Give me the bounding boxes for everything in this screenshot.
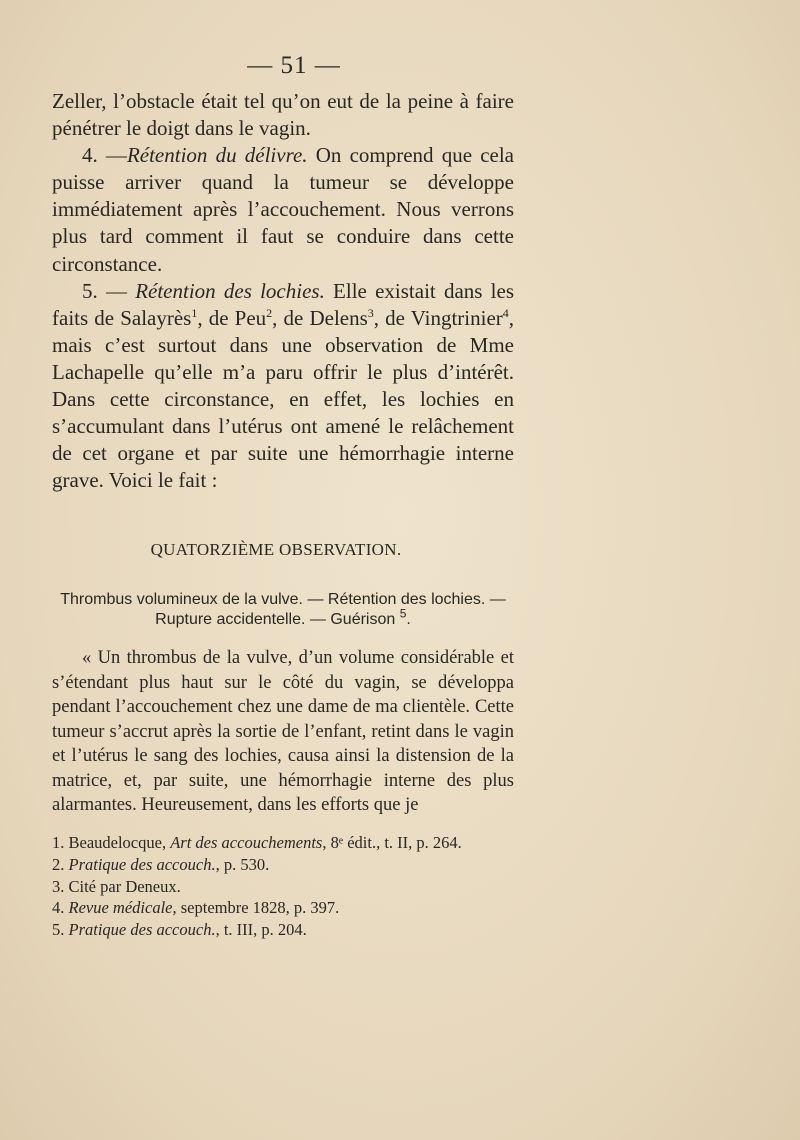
footnote-ref: 5 <box>399 606 407 621</box>
item-heading: Rétention des lochies. <box>135 278 325 303</box>
footnote <box>52 897 514 919</box>
footnotes <box>52 832 514 941</box>
footnote-title: Revue médicale, <box>68 898 177 918</box>
quote-paragraph: « Un thrombus de la vulve, d’un volume considérable et s’étendant plus haut sur le côté du vagin, se développa pendant l’accouchement chez une dame de ma clientèle. Cette tumeur s’accrut après la sortie de l’enfant, retint dans le vagin et l’utérus le sang des lochies, causa ainsi la distension de la matrice, et, par suite, une hémorrhagie interne des plus alarmantes. Heureusement, dans les efforts que je <box>52 648 514 815</box>
footnote-text: septembre 1828, p. 397. <box>176 898 340 918</box>
page-number: — 51 — <box>247 52 341 79</box>
subtitle-end: . <box>406 611 411 628</box>
footnote-text: , t. III, p. 204. <box>215 920 307 940</box>
footnote-number: 5. <box>52 920 65 940</box>
paragraph-1: Zeller, l’obstacle était tel qu’on eut de la peine à faire pénétrer le doigt dans le vagin. <box>52 89 514 141</box>
footnote-text: , 8ᵉ édit., t. II, p. 264. <box>322 833 462 852</box>
body-text <box>52 88 514 494</box>
footnote <box>52 832 514 854</box>
footnote-ref: 3 <box>367 305 374 320</box>
footnote <box>52 854 514 876</box>
paragraph-retention-lochies <box>52 278 514 495</box>
footnote <box>52 876 514 898</box>
paragraph-text: Elle existait dans les faits de Salayrès <box>52 278 514 330</box>
subtitle-text: Thrombus volumineux de la vulve. — Rétention des lochies. — Rupture accidentelle. — Guérison <box>60 591 506 628</box>
item-number: 5. — <box>82 278 136 303</box>
paragraph-text: , de Delens <box>272 305 368 330</box>
paragraph-text: , de Peu <box>197 305 267 330</box>
paragraph-text: On comprend que cela puisse arriver quand la tumeur se développe immédiatement après l’accouchement. Nous verrons plus tard comment il faut se conduire dans cette circonstance. <box>52 143 515 276</box>
footnote-title: Art des accouchements <box>170 833 323 852</box>
footnote-number: 1. <box>52 833 65 852</box>
footnote-number: 3. <box>52 876 65 896</box>
paragraph-retention-delivre <box>52 142 514 277</box>
footnote <box>52 919 514 941</box>
footnote-number: 2. <box>52 854 65 874</box>
footnote-text: , p. 530. <box>215 854 270 874</box>
observation-title: QUATORZIÈME OBSERVATION. <box>150 540 402 559</box>
footnote-text: Beaudelocque, <box>64 833 171 852</box>
footnote-number: 4. <box>52 898 65 918</box>
footnote-ref: 2 <box>266 305 273 320</box>
paragraph-text: , de Vingtrinier <box>373 305 503 330</box>
paragraph-text: , mais c’est surtout dans une observation de Mme Lachapelle qu’elle m’a paru offrir le plus d’intérêt. Dans cette circonstance, en effet, les lochies en s’accumulant dans l’utérus ont amené le relâchement de cet organe et par suite une hémorrhagie interne grave. Voici le fait : <box>52 305 515 493</box>
footnote-ref: 4 <box>502 305 509 320</box>
footnote-title: Pratique des accouch. <box>68 920 216 940</box>
observation-quote <box>52 646 514 818</box>
footnote-ref: 1 <box>191 305 198 320</box>
footnote-title: Pratique des accouch. <box>68 854 216 874</box>
observation-subtitle <box>52 590 514 630</box>
footnote-text: Cité par Deneux. <box>64 876 181 896</box>
item-heading: Rétention du délivre. <box>126 143 308 168</box>
item-number: 4. — <box>82 143 127 168</box>
